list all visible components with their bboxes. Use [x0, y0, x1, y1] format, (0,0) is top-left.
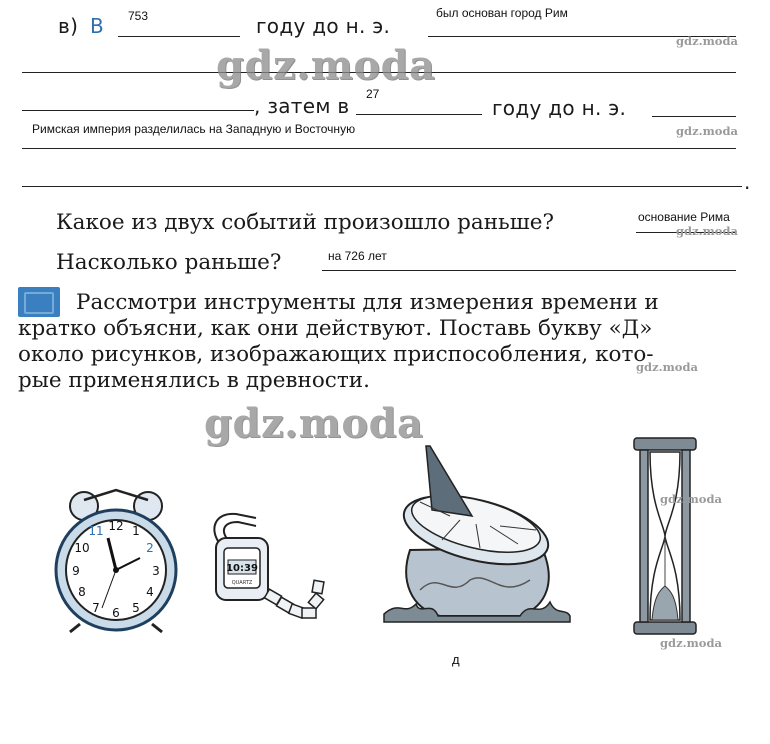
- then-text: , затем в: [254, 94, 350, 118]
- watermark-large: gdz.moda: [216, 42, 436, 89]
- clock-numeral: 6: [112, 606, 120, 620]
- clock-numeral: 10: [74, 541, 90, 555]
- clock-numeral: 3: [152, 564, 160, 578]
- alarm-clock-picture: [50, 486, 182, 634]
- clock-numeral: 2: [146, 541, 154, 555]
- answer-line-5: [22, 186, 742, 187]
- answer-year1: 753: [128, 9, 149, 23]
- task-line: кратко объясни, как они действуют. Поставь букву «Д»: [18, 316, 653, 341]
- answer-q1: основание Рима: [638, 210, 730, 224]
- task-text: [18, 290, 766, 394]
- answer-line-year1: [118, 36, 240, 37]
- answer-line-4: [22, 148, 736, 149]
- word-v: В: [90, 14, 105, 38]
- answer-line-3b: [652, 116, 736, 117]
- wristwatch-picture: [206, 508, 330, 630]
- item-marker: в): [58, 14, 79, 38]
- task-line: около рисунков, изображающих приспособления, кото-: [18, 342, 654, 367]
- watermark-small: gdz.moda: [676, 34, 738, 48]
- answer-letter-d: д: [452, 652, 460, 667]
- watermark-small: gdz.moda: [676, 124, 738, 138]
- watch-brand: QUARTZ: [231, 580, 253, 586]
- end-period: .: [744, 170, 751, 194]
- answer-year2: 27: [366, 87, 380, 101]
- watermark-large: gdz.moda: [204, 400, 424, 447]
- answer-event2: Римская империя разделилась на Западную и Восточную: [32, 122, 356, 136]
- clock-numeral: 7: [92, 601, 100, 615]
- clock-numeral: 5: [132, 601, 140, 615]
- question-2: Насколько раньше?: [56, 250, 282, 275]
- year-text-1: году до н. э.: [256, 14, 391, 38]
- task-number-badge: [18, 287, 60, 317]
- clock-numeral: 8: [78, 585, 86, 599]
- watch-display: 10:39: [226, 563, 258, 574]
- clock-numeral: 11: [88, 524, 104, 538]
- watermark-small: gdz.moda: [660, 636, 722, 650]
- watermark-small: gdz.moda: [636, 360, 698, 374]
- watermark-small: gdz.moda: [676, 224, 738, 238]
- answer-event1: был основан город Рим: [436, 6, 568, 20]
- hourglass-picture: [630, 436, 700, 636]
- clock-numeral: 4: [146, 585, 154, 599]
- task-line: Рассмотри инструменты для измерения времени и: [76, 290, 659, 315]
- answer-q2: на 726 лет: [328, 249, 387, 263]
- answer-line-3a: [22, 110, 254, 111]
- year-text-2: году до н. э.: [492, 96, 627, 120]
- sundial-picture: [380, 440, 572, 630]
- clock-numeral: 12: [108, 519, 124, 533]
- watermark-small: gdz.moda: [660, 492, 722, 506]
- clock-numeral: 9: [72, 564, 80, 578]
- task-line: рые применялись в древности.: [18, 368, 370, 393]
- clock-numeral: 1: [132, 524, 140, 538]
- question-1: Какое из двух событий произошло раньше?: [56, 210, 554, 235]
- answer-line-q2: [322, 270, 736, 271]
- answer-line-year2: [356, 114, 482, 115]
